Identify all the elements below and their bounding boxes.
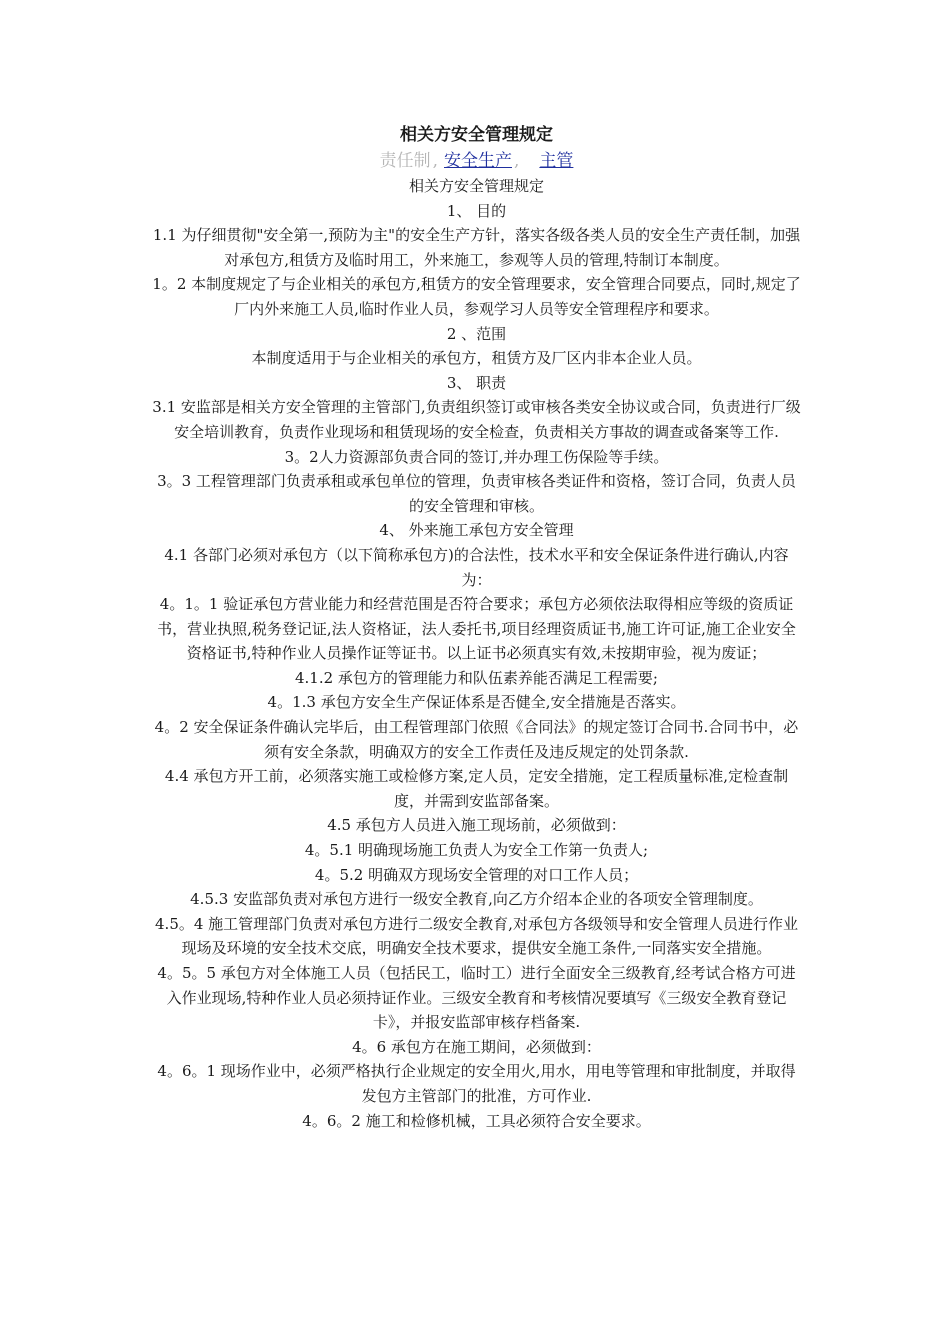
paragraph: 3。2人力资源部负责合同的签订,并办理工伤保险等手续。 bbox=[284, 447, 669, 466]
section-heading: 3、 职责 bbox=[446, 373, 507, 392]
tag-link-safety-production[interactable]: 安全生产 bbox=[444, 151, 512, 171]
paragraph: 4。5.2 明确双方现场安全管理的对口工作人员； bbox=[314, 865, 639, 884]
paragraph: 4。6。2 施工和检修机械，工具必须符合安全要求。 bbox=[302, 1111, 651, 1130]
paragraph: 3。3 工程管理部门负责承租或承包单位的管理，负责审核各类证件和资格，签订合同，负责人员的安全管理和审核。 bbox=[157, 472, 796, 515]
section-heading: 4、 外来施工承包方安全管理 bbox=[379, 521, 574, 540]
paragraph: 4。6。1 现场作业中，必须严格执行企业规定的安全用火,用水，用电等管理和审批制度，并取得发包方主管部门的批准，方可作业. bbox=[157, 1062, 796, 1105]
paragraph: 4.5 承包方人员进入施工现场前，必须做到： bbox=[327, 816, 626, 835]
section-heading: 2 、范围 bbox=[446, 324, 507, 343]
section-heading: 相关方安全管理规定 bbox=[408, 177, 544, 195]
tag-line bbox=[150, 148, 803, 174]
paragraph: 4。5.1 明确现场施工负责人为安全工作第一负责人; bbox=[304, 841, 649, 860]
paragraph: 1。2 本制度规定了与企业相关的承包方,租赁方的安全管理要求，安全管理合同要点，同时,规定了厂内外来施工人员,临时作业人员，参观学习人员等安全管理程序和要求。 bbox=[152, 275, 801, 318]
tag-responsibility: 责任制 bbox=[379, 151, 431, 171]
paragraph: 4.5.3 安监部负责对承包方进行一级安全教育,向乙方介绍本企业的各项安全管理制度。 bbox=[190, 890, 763, 909]
paragraph: 1.1 为仔细贯彻"安全第一,预防为主"的安全生产方针，落实各级各类人员的安全生产责任制，加强对承包方,租赁方及临时用工，外来施工，参观等人员的管理,特制订本制度。 bbox=[152, 226, 801, 269]
paragraph: 4。1.3 承包方安全生产保证体系是否健全,安全措施是否落实。 bbox=[267, 693, 686, 712]
paragraph: 3.1 安监部是相关方安全管理的主管部门,负责组织签订或审核各类安全协议或合同，负责进行厂级安全培训教育，负责作业现场和租赁现场的安全检查，负责相关方事故的调查或备案等工作. bbox=[152, 398, 801, 441]
document-page bbox=[150, 122, 803, 1133]
paragraph: 4.1.2 承包方的管理能力和队伍素养能否满足工程需要; bbox=[295, 668, 658, 687]
tag-separator: , bbox=[432, 151, 438, 171]
paragraph: 4。6 承包方在施工期间，必须做到： bbox=[352, 1037, 601, 1056]
paragraph: 4。5。5 承包方对全体施工人员（包括民工，临时工）进行全面安全三级教育,经考试合格方可进入作业现场,特种作业人员必须持证作业。三级安全教育和考核情况要填写《三级安全教育登记卡》，并报安监部审核存档备案. bbox=[157, 964, 796, 1032]
paragraph: 4.4 承包方开工前，必须落实施工或检修方案,定人员，定安全措施，定工程质量标准,定检查制度，并需到安监部备案。 bbox=[164, 767, 789, 810]
paragraph: 4.1 各部门必须对承包方（以下简称承包方)的合法性，技术水平和安全保证条件进行确认,内容为： bbox=[164, 545, 789, 589]
paragraph: 4。1。1 验证承包方营业能力和经营范围是否符合要求；承包方必须依法取得相应等级的资质证书，营业执照,税务登记证,法人资格证，法人委托书,项目经理资质证书,施工许可证,施工企业安全资格证书,特种作业人员操作证等证书。以上证书必须真实有效,未按期审验，视为废证； bbox=[157, 595, 796, 663]
section-heading: 1、 目的 bbox=[446, 201, 507, 220]
paragraph: 本制度适用于与企业相关的承包方，租赁方及厂区内非本企业人员。 bbox=[251, 349, 702, 368]
paragraph: 4。2 安全保证条件确认完毕后，由工程管理部门依照《合同法》的规定签订合同书.合同书中，必须有安全条款，明确双方的安全工作责任及违反规定的处罚条款. bbox=[154, 718, 799, 761]
tag-link-supervisor[interactable]: 主管 bbox=[539, 151, 574, 171]
document-title: 相关方安全管理规定 bbox=[400, 125, 553, 145]
tag-separator: , bbox=[514, 151, 520, 171]
paragraph: 4.5。4 施工管理部门负责对承包方进行二级安全教育,对承包方各级领导和安全管理人员进行作业现场及环境的安全技术交底，明确安全技术要求，提供安全施工条件,一同落实安全措施。 bbox=[155, 914, 798, 958]
